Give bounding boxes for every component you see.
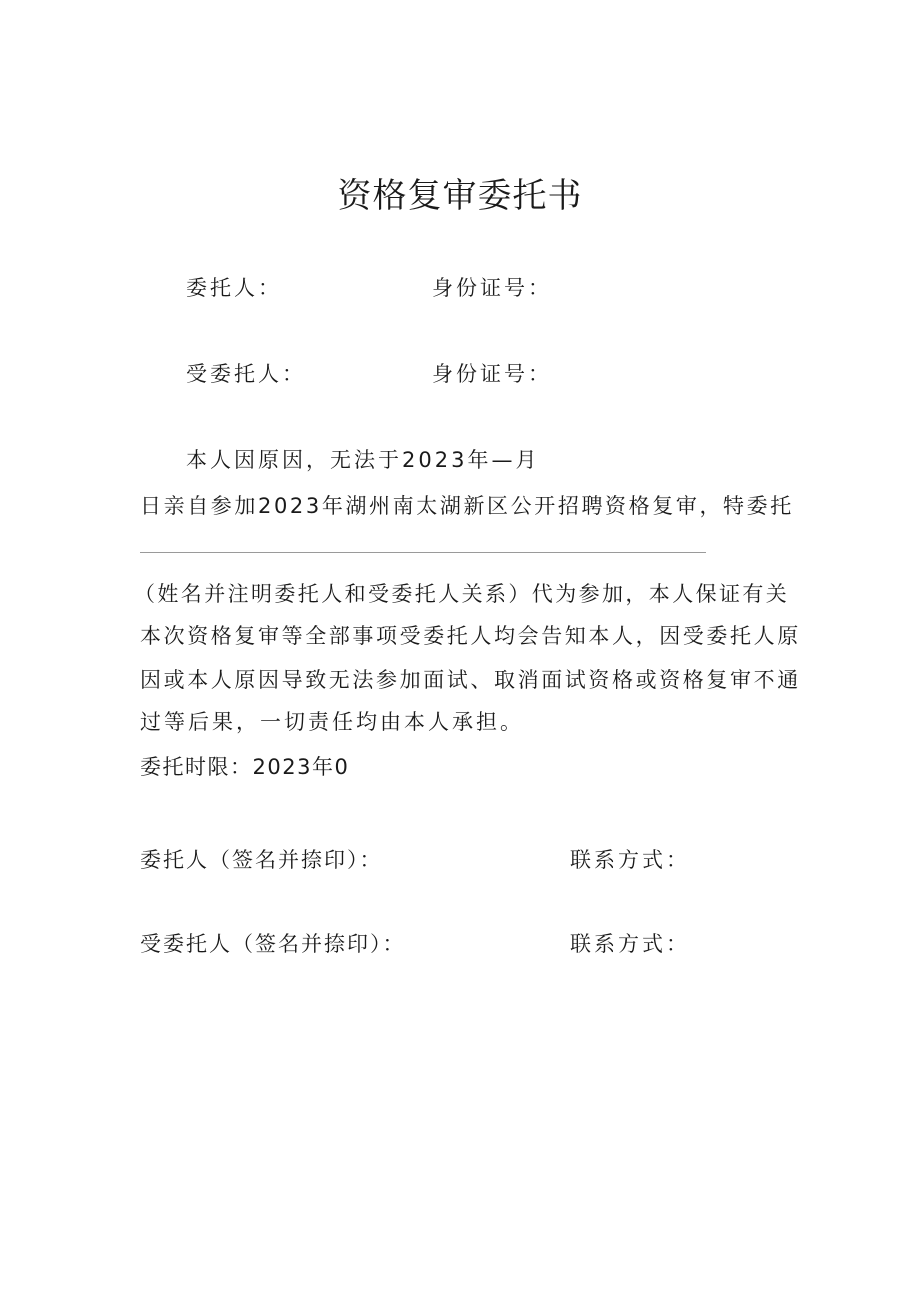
principal-id-label: 身份证号：	[432, 276, 552, 300]
agent-label: 受委托人：	[186, 362, 306, 386]
agent-name-blank-line	[140, 552, 706, 553]
principal-sign-label: 委托人（签名并捺印）：	[140, 848, 383, 872]
document-title: 资格复审委托书	[337, 176, 583, 216]
term-line: 委托时限：2023年0	[140, 755, 350, 779]
principal-contact-label: 联系方式：	[570, 848, 690, 872]
agent-id-label: 身份证号：	[432, 362, 552, 386]
body-line-3: （姓名并注明委托人和受委托人关系）代为参加，本人保证有关	[134, 582, 790, 606]
agent-sign-label: 受委托人（签名并捺印）：	[140, 932, 406, 956]
body-line-2: 日亲自参加2023年湖州南太湖新区公开招聘资格复审，特委托	[140, 494, 794, 518]
body-line-4: 本次资格复审等全部事项受委托人均会告知本人，因受委托人原	[140, 624, 801, 648]
agent-contact-label: 联系方式：	[570, 932, 690, 956]
principal-label: 委托人：	[186, 276, 282, 300]
body-line-1: 本人因原因，无法于2023年—月	[186, 448, 540, 472]
body-line-6: 过等后果，一切责任均由本人承担。	[140, 710, 524, 734]
body-line-5: 因或本人原因导致无法参加面试、取消面试资格或资格复审不通	[140, 668, 801, 692]
